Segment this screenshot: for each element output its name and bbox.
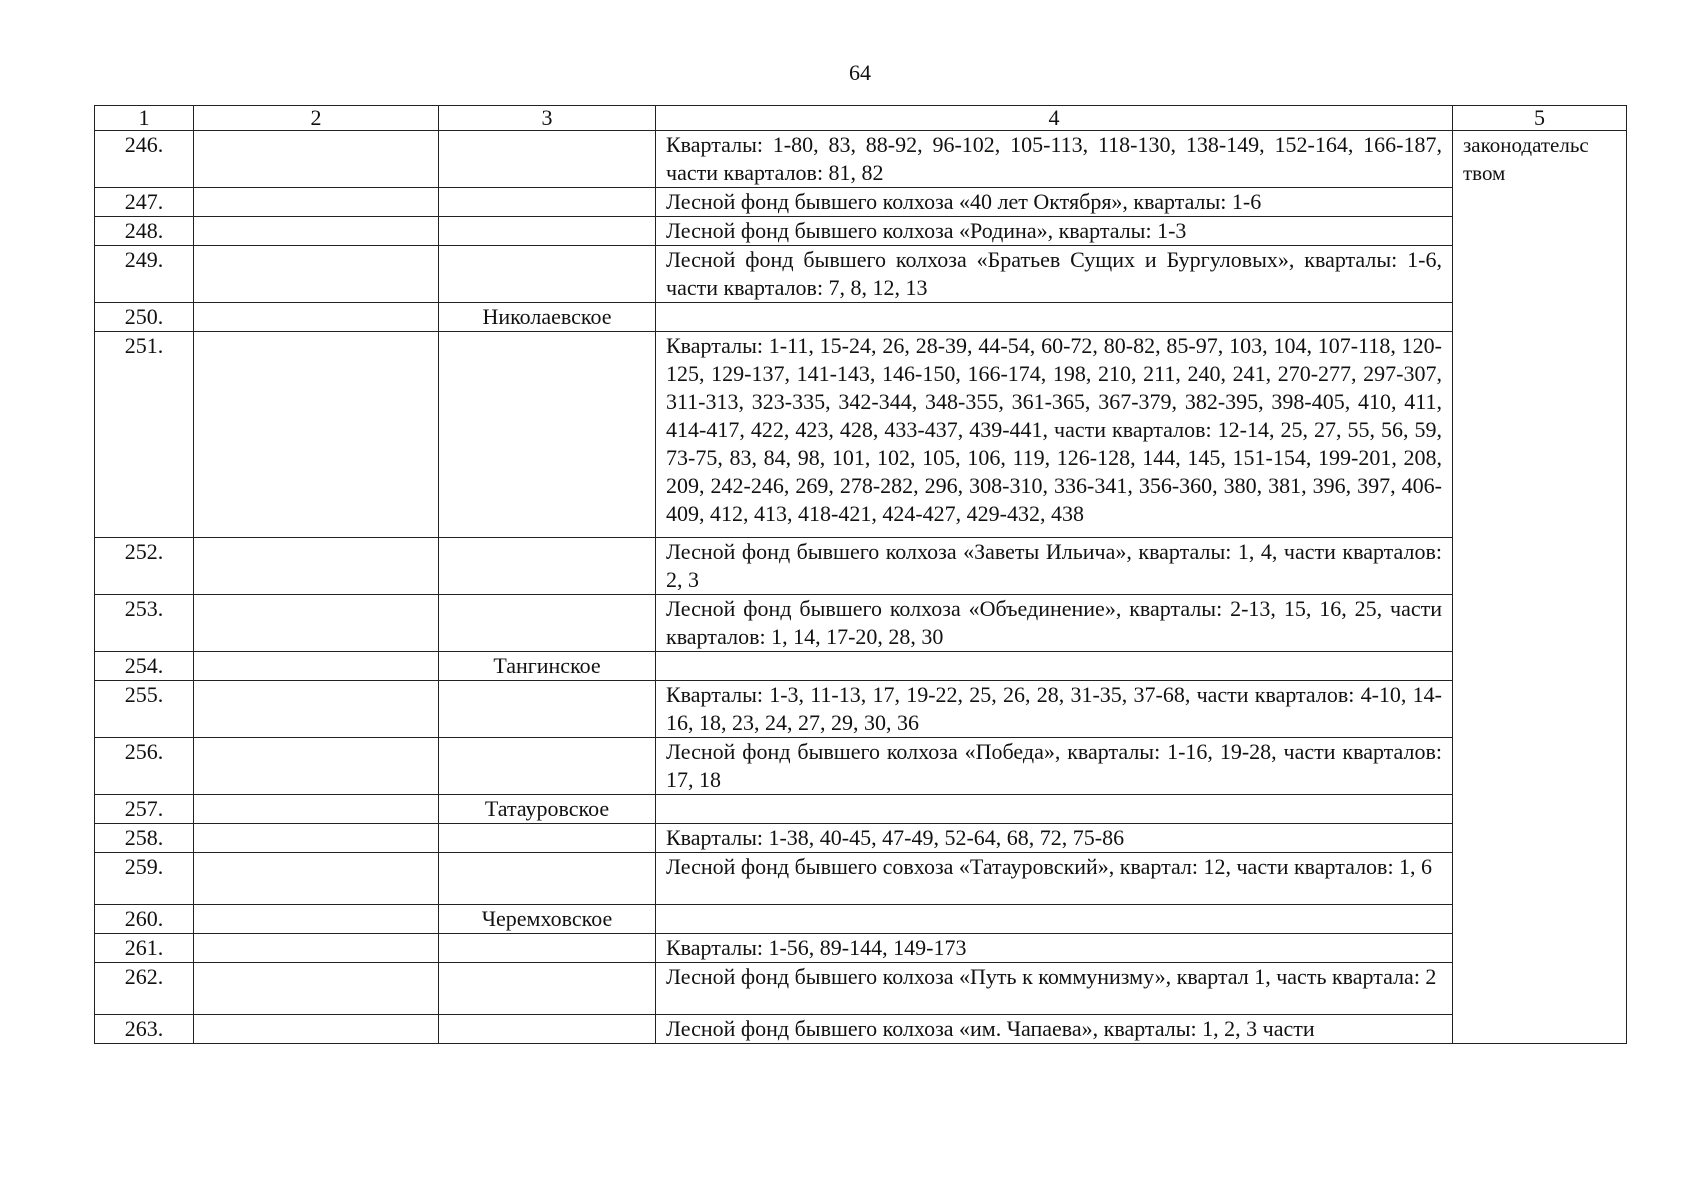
table-row: [95, 795, 1627, 824]
quarters-description: Кварталы: 1-11, 15-24, 26, 28-39, 44-54, 60-72, 80-82, 85-97, 103, 104, 107-118, 120-125, 129-137, 141-143, 146-150, 166-174, 198, 210, 211, 240, 241, 270-277, 297-307, 311-313, 323-335, 342-344, 348-355, 361-365, 367-379, 382-395, 398-405, 410, 411, 414-417, 422, 423, 428, 433-437, 439-441, части кварталов: 12-14, 25, 27, 55, 56, 59, 73-75, 83, 84, 98, 101, 102, 105, 106, 119, 126-128, 144, 145, 151-154, 199-201, 208, 209, 242-246, 269, 278-282, 296, 308-310, 336-341, 356-360, 380, 381, 396, 397, 406-409, 412, 413, 418-421, 424-427, 429-432, 438: [656, 332, 1453, 538]
col2-cell: [194, 963, 439, 1015]
quarters-description: [656, 303, 1453, 332]
row-number: 262.: [95, 963, 194, 1015]
table-row: [95, 652, 1627, 681]
settlement-name: [439, 963, 656, 1015]
col2-cell: [194, 595, 439, 652]
col2-cell: [194, 188, 439, 217]
settlement-name: [439, 217, 656, 246]
header-col-2: 2: [194, 106, 439, 131]
quarters-description: Кварталы: 1-38, 40-45, 47-49, 52-64, 68, 72, 75-86: [656, 824, 1453, 853]
settlement-name: Николаевское: [439, 303, 656, 332]
row-number: 251.: [95, 332, 194, 538]
col2-cell: [194, 738, 439, 795]
col2-cell: [194, 905, 439, 934]
page-number: 64: [849, 60, 871, 85]
settlement-name: [439, 934, 656, 963]
settlement-name: [439, 246, 656, 303]
quarters-description: Лесной фонд бывшего колхоза «Братьев Сущих и Бургуловых», кварталы: 1-6, части кварталов: 7, 8, 12, 13: [656, 246, 1453, 303]
table-row: [95, 332, 1627, 538]
settlement-name: [439, 332, 656, 538]
settlement-name: [439, 853, 656, 905]
quarters-description: Кварталы: 1-80, 83, 88-92, 96-102, 105-113, 118-130, 138-149, 152-164, 166-187, части кварталов: 81, 82: [656, 131, 1453, 188]
row-number: 254.: [95, 652, 194, 681]
settlement-name: [439, 188, 656, 217]
table-row: [95, 1015, 1627, 1044]
col2-cell: [194, 538, 439, 595]
quarters-description: Лесной фонд бывшего колхоза «Победа», кварталы: 1-16, 19-28, части кварталов: 17, 18: [656, 738, 1453, 795]
quarters-description: Лесной фонд бывшего колхоза «Путь к коммунизму», квартал 1, часть квартала: 2: [656, 963, 1453, 1015]
quarters-description: Лесной фонд бывшего колхоза «им. Чапаева», кварталы: 1, 2, 3 части: [656, 1015, 1453, 1044]
settlement-name: [439, 1015, 656, 1044]
quarters-description: Лесной фонд бывшего колхоза «Заветы Ильича», кварталы: 1, 4, части кварталов: 2, 3: [656, 538, 1453, 595]
forest-fund-table: [94, 105, 1627, 1044]
header-row: [95, 106, 1627, 131]
quarters-description: [656, 652, 1453, 681]
table-row: [95, 905, 1627, 934]
settlement-name: [439, 738, 656, 795]
header-col-5: 5: [1453, 106, 1627, 131]
quarters-description: Лесной фонд бывшего колхоза «Объединение», кварталы: 2-13, 15, 16, 25, части кварталов: 1, 14, 17-20, 28, 30: [656, 595, 1453, 652]
col2-cell: [194, 795, 439, 824]
col2-cell: [194, 681, 439, 738]
header-col-3: 3: [439, 106, 656, 131]
quarters-description: Лесной фонд бывшего совхоза «Татауровский», квартал: 12, части кварталов: 1, 6: [656, 853, 1453, 905]
settlement-name: Тангинское: [439, 652, 656, 681]
col2-cell: [194, 824, 439, 853]
row-number: 257.: [95, 795, 194, 824]
row-number: 247.: [95, 188, 194, 217]
col2-cell: [194, 934, 439, 963]
table-row: [95, 246, 1627, 303]
row-number: 250.: [95, 303, 194, 332]
row-number: 252.: [95, 538, 194, 595]
quarters-description: Лесной фонд бывшего колхоза «Родина», кварталы: 1-3: [656, 217, 1453, 246]
settlement-name: Татауровское: [439, 795, 656, 824]
row-number: 249.: [95, 246, 194, 303]
row-number: 263.: [95, 1015, 194, 1044]
settlement-name: [439, 681, 656, 738]
quarters-description: Лесной фонд бывшего колхоза «40 лет Октября», кварталы: 1-6: [656, 188, 1453, 217]
col2-cell: [194, 303, 439, 332]
table-row: [95, 217, 1627, 246]
table-row: [95, 595, 1627, 652]
col2-cell: [194, 217, 439, 246]
table-row: [95, 853, 1627, 905]
col2-cell: [194, 131, 439, 188]
table-body: [95, 131, 1627, 1044]
col2-cell: [194, 853, 439, 905]
row-number: 246.: [95, 131, 194, 188]
quarters-description: Кварталы: 1-3, 11-13, 17, 19-22, 25, 26, 28, 31-35, 37-68, части кварталов: 4-10, 14-16, 18, 23, 24, 27, 29, 30, 36: [656, 681, 1453, 738]
table-row: [95, 824, 1627, 853]
row-number: 261.: [95, 934, 194, 963]
col2-cell: [194, 652, 439, 681]
quarters-description: Кварталы: 1-56, 89-144, 149-173: [656, 934, 1453, 963]
col2-cell: [194, 246, 439, 303]
table-row: [95, 538, 1627, 595]
table-row: [95, 303, 1627, 332]
table-row: [95, 963, 1627, 1015]
header-col-1: 1: [95, 106, 194, 131]
col2-cell: [194, 1015, 439, 1044]
settlement-name: Черемховское: [439, 905, 656, 934]
col2-cell: [194, 332, 439, 538]
row-number: 253.: [95, 595, 194, 652]
settlement-name: [439, 538, 656, 595]
quarters-description: [656, 795, 1453, 824]
quarters-description: [656, 905, 1453, 934]
table-row: [95, 934, 1627, 963]
table-row: [95, 738, 1627, 795]
row-number: 259.: [95, 853, 194, 905]
header-col-4: 4: [656, 106, 1453, 131]
legislation-note: законодательс твом: [1453, 131, 1627, 1044]
table-row: [95, 188, 1627, 217]
row-number: 260.: [95, 905, 194, 934]
table-row: [95, 681, 1627, 738]
settlement-name: [439, 595, 656, 652]
row-number: 248.: [95, 217, 194, 246]
row-number: 255.: [95, 681, 194, 738]
row-number: 258.: [95, 824, 194, 853]
settlement-name: [439, 131, 656, 188]
settlement-name: [439, 824, 656, 853]
table-row: [95, 131, 1627, 188]
row-number: 256.: [95, 738, 194, 795]
